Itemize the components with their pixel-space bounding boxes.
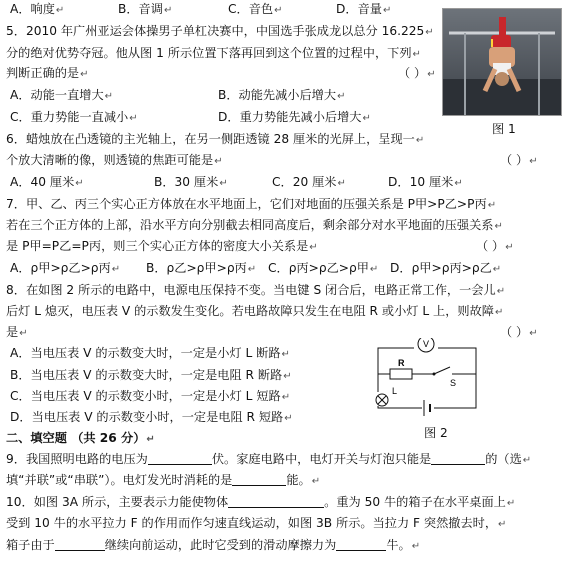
return-mark-icon: ↵ (311, 476, 321, 487)
q7-option-a: A．ρ甲>ρ乙>ρ丙↵ (10, 261, 121, 275)
return-mark-icon: ↵ (281, 349, 290, 360)
q10-line1: 10．如图 3A 所示，主要表示力能使物体 。重为 50 牛的箱子在水平桌面上↵ (6, 495, 516, 509)
q4-option-c: C．音色↵ (228, 2, 283, 16)
q7-pressure-equal: P甲=P乙=P丙 (22, 239, 102, 253)
q7-line1: 7．甲、乙、丙三个实心正方体放在水平地面上，它们对地面的压强关系是 P甲>P乙>P丙↵ (6, 197, 497, 211)
q7-answer-paren: （ ）↵ (476, 239, 514, 253)
figure2-label: 图 2 (424, 426, 448, 440)
return-mark-icon: ↵ (415, 135, 425, 146)
q8-line2: 后灯 L 熄灭，电压表 V 的示数发生变化。若电路故障只发生在电阻 R 或小灯 L 上，则故障↵ (6, 304, 504, 318)
q5-line3: 判断正确的是↵ (6, 66, 89, 80)
return-mark-icon: ↵ (309, 242, 318, 253)
return-mark-icon: ↵ (522, 455, 532, 466)
q6-option-a: A．40 厘米↵ (10, 175, 84, 189)
return-mark-icon: ↵ (163, 5, 173, 16)
return-mark-icon: ↵ (75, 178, 84, 189)
q8-option-d: D．当电压表 V 的示数变小时，一定是电阻 R 短路↵ (10, 410, 293, 424)
return-mark-icon: ↵ (337, 91, 346, 102)
q10-line3: 箱子由于 继续向前运动，此时它受到的滑动摩擦力为 牛。↵ (6, 538, 421, 552)
return-mark-icon: ↵ (506, 498, 516, 509)
q5-option-b: B．动能先减小后增大↵ (218, 88, 346, 102)
q5-option-c: C．重力势能一直减小↵ (10, 110, 138, 124)
return-mark-icon: ↵ (283, 371, 292, 382)
return-mark-icon: ↵ (274, 5, 283, 16)
q7-pressure-relation: P甲>P乙>P丙 (407, 197, 487, 211)
return-mark-icon: ↵ (219, 178, 228, 189)
q8-option-c: C．当电压表 V 的示数变小时，一定是小灯 L 短路↵ (10, 389, 291, 403)
q9-line1: 9．我国照明电路的电压为 伏。家庭电路中，电灯开关与灯泡只能是 的（选↵ (6, 452, 532, 466)
return-mark-icon: ↵ (411, 541, 421, 552)
q8-option-b: B．当电压表 V 的示数变大时，一定是电阻 R 断路↵ (10, 368, 292, 382)
q10-blank-effect[interactable] (228, 495, 324, 508)
return-mark-icon: ↵ (80, 69, 89, 80)
q9-blank-connection[interactable] (431, 452, 485, 465)
q8-line3: 是↵ (6, 325, 28, 339)
q4-option-a: A．响度↵ (10, 2, 65, 16)
q6-line2: 个放大清晰的像，则透镜的焦距可能是↵ (6, 153, 223, 167)
q10-blank-friction[interactable] (336, 538, 386, 551)
return-mark-icon: ↵ (382, 5, 392, 16)
q10-blank-inertia[interactable] (55, 538, 105, 551)
q7-line3: 是 P甲=P乙=P丙，则三个实心正方体的密度大小关系是↵ (6, 239, 318, 253)
q5-line1: 5．2010 年广州亚运会体操男子单杠决赛中，中国选手张成龙以总分 16.225↵ (6, 24, 434, 38)
return-mark-icon: ↵ (505, 242, 514, 253)
q9-line2: 填“并联”或“串联”）。电灯发光时消耗的是 能。↵ (6, 473, 321, 487)
q9-blank-voltage[interactable] (148, 452, 212, 465)
return-mark-icon: ↵ (425, 27, 434, 38)
figure1-gymnast-photo (442, 8, 562, 116)
q8-option-a: A．当电压表 V 的示数变大时，一定是小灯 L 断路↵ (10, 346, 290, 360)
q7-line2: 若在三个正方体的上部，沿水平方向分别截去相同高度后，剩余部分对水平地面的压强关系↵ (6, 218, 503, 232)
return-mark-icon: ↵ (104, 91, 114, 102)
q5-answer-paren: （ ）↵ (398, 66, 436, 80)
resistor-symbol (390, 369, 412, 379)
section2-heading: 二、填空题 （共 26 分）↵ (6, 431, 155, 445)
q8-line1: 8．在如图 2 所示的电路中，电源电压保持不变。当电键 S 闭合后，电路正常工作，一会儿↵ (6, 283, 506, 297)
return-mark-icon: ↵ (498, 519, 507, 530)
return-mark-icon: ↵ (529, 328, 538, 339)
return-mark-icon: ↵ (496, 286, 506, 297)
q6-option-b: B．30 厘米↵ (154, 175, 228, 189)
q4-option-d: D．音量↵ (336, 2, 392, 16)
q6-option-d: D．10 厘米↵ (388, 175, 463, 189)
return-mark-icon: ↵ (494, 221, 503, 232)
lamp-label: L (392, 386, 398, 396)
voltmeter-label: V (422, 339, 430, 349)
q5-line2: 分的绝对优势夺冠。他从图 1 所示位置下落再回到这个位置的过程中，下列↵ (6, 46, 421, 60)
q10-line2: 受到 10 牛的水平拉力 F 的作用而作匀速直线运动，如图 3B 所示。当拉力 F 突然撤去时，↵ (6, 516, 507, 530)
figure1-label: 图 1 (492, 122, 516, 136)
return-mark-icon: ↵ (214, 156, 223, 167)
return-mark-icon: ↵ (494, 307, 504, 318)
return-mark-icon: ↵ (111, 264, 121, 275)
q4-option-b: B．音调↵ (118, 2, 173, 16)
return-mark-icon: ↵ (369, 264, 379, 275)
q6-answer-paren: （ ）↵ (500, 153, 538, 167)
q7-option-c: C．ρ丙>ρ乙>ρ甲↵ (268, 261, 379, 275)
return-mark-icon: ↵ (129, 113, 138, 124)
q8-answer-paren: （ ）↵ (500, 325, 538, 339)
return-mark-icon: ↵ (454, 178, 463, 189)
return-mark-icon: ↵ (529, 156, 538, 167)
q7-option-b: B．ρ乙>ρ甲>ρ丙↵ (146, 261, 257, 275)
switch-label: S (450, 378, 457, 388)
resistor-label: R (398, 358, 405, 368)
q6-option-c: C．20 厘米↵ (272, 175, 346, 189)
figure2-circuit-diagram (372, 338, 482, 422)
return-mark-icon: ↵ (492, 264, 502, 275)
return-mark-icon: ↵ (427, 69, 436, 80)
return-mark-icon: ↵ (146, 434, 155, 445)
return-mark-icon: ↵ (281, 392, 291, 403)
q6-line1: 6．蜡烛放在凸透镜的主光轴上，在另一侧距透镜 28 厘米的光屏上，呈现一↵ (6, 132, 425, 146)
return-mark-icon: ↵ (284, 413, 293, 424)
return-mark-icon: ↵ (362, 113, 371, 124)
return-mark-icon: ↵ (487, 200, 497, 211)
return-mark-icon: ↵ (412, 49, 421, 60)
q9-blank-energy[interactable] (232, 473, 286, 486)
q5-option-a: A．动能一直增大↵ (10, 88, 114, 102)
return-mark-icon: ↵ (337, 178, 346, 189)
q7-option-d: D．ρ甲>ρ丙>ρ乙↵ (390, 261, 502, 275)
return-mark-icon: ↵ (55, 5, 65, 16)
return-mark-icon: ↵ (247, 264, 257, 275)
q5-option-d: D．重力势能先减小后增大↵ (218, 110, 371, 124)
return-mark-icon: ↵ (19, 328, 28, 339)
